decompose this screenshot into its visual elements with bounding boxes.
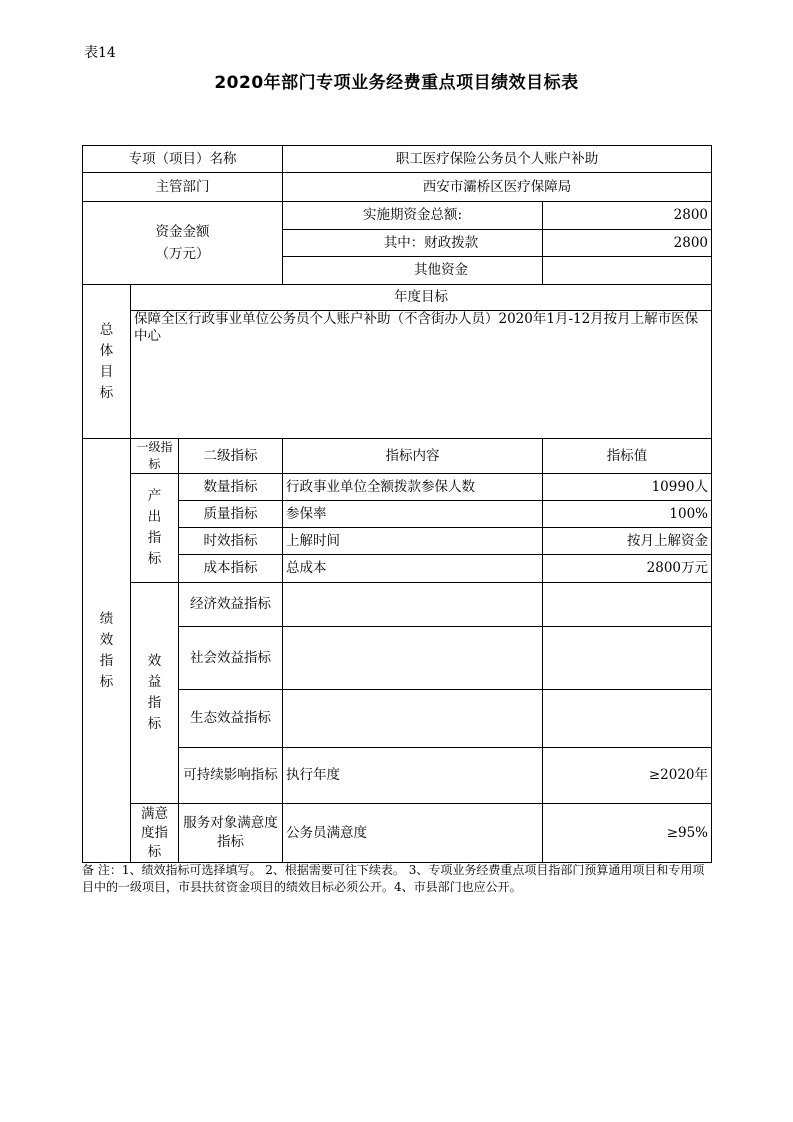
value-cell: 100% xyxy=(543,501,712,528)
department-row xyxy=(83,173,712,202)
annual-target-header-row xyxy=(83,285,712,311)
department-value: 西安市灞桥区医疗保障局 xyxy=(283,173,712,202)
level2-cell: 服务对象满意度指标 xyxy=(179,804,283,863)
department-label: 主管部门 xyxy=(83,173,283,202)
funds-fiscal-value: 2800 xyxy=(543,230,712,257)
level2-cell: 生态效益指标 xyxy=(179,690,283,748)
content-cell: 公务员满意度 xyxy=(283,804,543,863)
output-indicator-label: 产出指标 xyxy=(131,474,179,583)
content-cell xyxy=(283,690,543,748)
overall-target-label: 总体目标 xyxy=(83,285,131,439)
level2-cell: 数量指标 xyxy=(179,474,283,501)
level2-cell: 经济效益指标 xyxy=(179,583,283,627)
annual-target-text: 保障全区行政事业单位公务员个人账户补助（不含街办人员）2020年1月-12月按月上解市医保中心 xyxy=(131,311,712,439)
table-row xyxy=(83,583,712,627)
performance-indicator-label: 绩效指标 xyxy=(83,439,131,863)
benefit-indicator-label: 效益指标 xyxy=(131,583,179,804)
project-name-value: 职工医疗保险公务员个人账户补助 xyxy=(283,146,712,173)
page-title: 2020年部门专项业务经费重点项目绩效目标表 xyxy=(214,73,579,93)
content-cell: 参保率 xyxy=(283,501,543,528)
funds-unit: （万元） xyxy=(155,246,210,262)
level2-cell: 可持续影响指标 xyxy=(179,748,283,804)
value-cell: ≥95% xyxy=(543,804,712,863)
funds-total-label: 实施期资金总额: xyxy=(283,202,543,230)
project-name-row xyxy=(83,146,712,173)
level1-header: 一级指标 xyxy=(131,439,179,474)
indicator-header-row xyxy=(83,439,712,474)
content-cell xyxy=(283,583,543,627)
value-cell: 2800万元 xyxy=(543,555,712,583)
project-name-label: 专项（项目）名称 xyxy=(83,146,283,173)
level2-cell: 成本指标 xyxy=(179,555,283,583)
annual-target-label: 年度目标 xyxy=(131,285,712,311)
level2-header: 二级指标 xyxy=(179,439,283,474)
content-cell: 上解时间 xyxy=(283,528,543,555)
value-cell: 10990人 xyxy=(543,474,712,501)
value-cell: ≥2020年 xyxy=(543,748,712,804)
funds-total-value: 2800 xyxy=(543,202,712,230)
funds-label-cell xyxy=(83,202,283,285)
value-cell: 按月上解资金 xyxy=(543,528,712,555)
satisfaction-indicator-label: 满意度指标 xyxy=(131,804,179,863)
table-number: 表14 xyxy=(84,45,116,61)
content-cell: 总成本 xyxy=(283,555,543,583)
funds-other-label: 其他资金 xyxy=(283,257,543,285)
level2-cell: 时效指标 xyxy=(179,528,283,555)
performance-target-table xyxy=(82,145,712,863)
table-row xyxy=(83,474,712,501)
content-cell xyxy=(283,627,543,690)
funds-total-row xyxy=(83,202,712,230)
value-cell xyxy=(543,627,712,690)
funds-label: 资金金额 xyxy=(155,224,210,240)
footnote: 备 注：1、绩效指标可选择填写。 2、根据需要可往下续表。 3、专项业务经费重点项目指部门预算通用项目和专用项目中的一级项目，市县扶贫资金项目的绩效目标必须公开。4、市县部门也应公开。 xyxy=(82,863,705,894)
level2-cell: 质量指标 xyxy=(179,501,283,528)
funds-fiscal-label: 其中：财政拨款 xyxy=(283,230,543,257)
level2-cell: 社会效益指标 xyxy=(179,627,283,690)
content-cell: 行政事业单位全额拨款参保人数 xyxy=(283,474,543,501)
funds-other-value xyxy=(543,257,712,285)
table-row xyxy=(83,804,712,863)
value-cell xyxy=(543,690,712,748)
content-header: 指标内容 xyxy=(283,439,543,474)
value-cell xyxy=(543,583,712,627)
annual-target-row xyxy=(83,311,712,439)
value-header: 指标值 xyxy=(543,439,712,474)
content-cell: 执行年度 xyxy=(283,748,543,804)
